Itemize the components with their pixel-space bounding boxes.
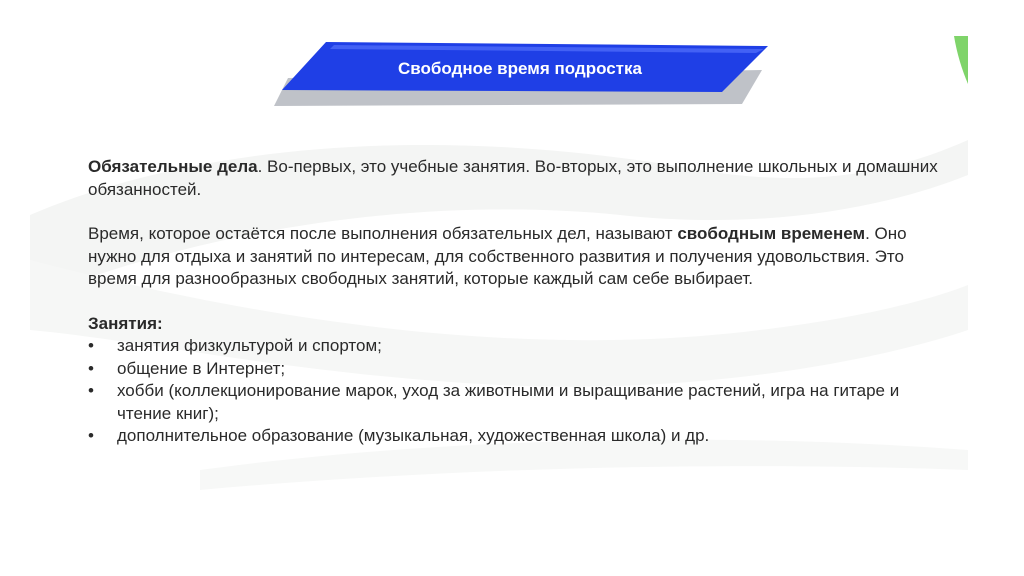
list-item [88,358,948,381]
list-item-text: дополнительное образование (музыкальная, художественная школа) и др. [117,426,710,445]
list-item-text: общение в Интернет; [117,358,286,378]
list-item [88,335,948,358]
activities-list [88,335,948,448]
list-item-text: хобби (коллекционирование марок, уход за животными и выращивание растений, игра на гитаре и чтение книг); [117,381,900,423]
list-item-text: занятия физкультурой и спортом; [117,336,382,355]
paragraph-mandatory-tasks [88,156,948,201]
bullet-icon: • [88,381,94,400]
content [88,156,948,448]
list-item [88,425,948,448]
activities-heading [88,313,948,336]
list-item [88,380,948,425]
activities-heading-colon: : [157,313,163,333]
green-corner-shape [954,36,968,84]
bullet-icon: • [88,336,94,355]
paragraph-free-time [88,223,948,291]
bullet-icon: • [88,426,94,445]
page-title: Свободное время подростка [398,59,642,78]
free-time-text-before: Время, которое остаётся после выполнения обязательных дел, называют [88,224,678,243]
mandatory-tasks-term: Обязательные дела [88,157,258,176]
mandatory-tasks-text: . Во-первых, это учебные занятия. Во-вторых, это выполнение школьных и домашних обязанностей. [88,157,938,199]
activities-heading-text: Занятия [88,313,157,333]
free-time-text-after: . Оно нужно для отдыха и занятий по интересам, для собственного развития и получения удовольствия. Это время для разнообразных свободных занятий, которые каждый сам себе выбирает. [88,224,907,288]
free-time-term: свободным временем [677,224,866,243]
activities-section [88,313,948,448]
bullet-icon: • [88,358,94,378]
